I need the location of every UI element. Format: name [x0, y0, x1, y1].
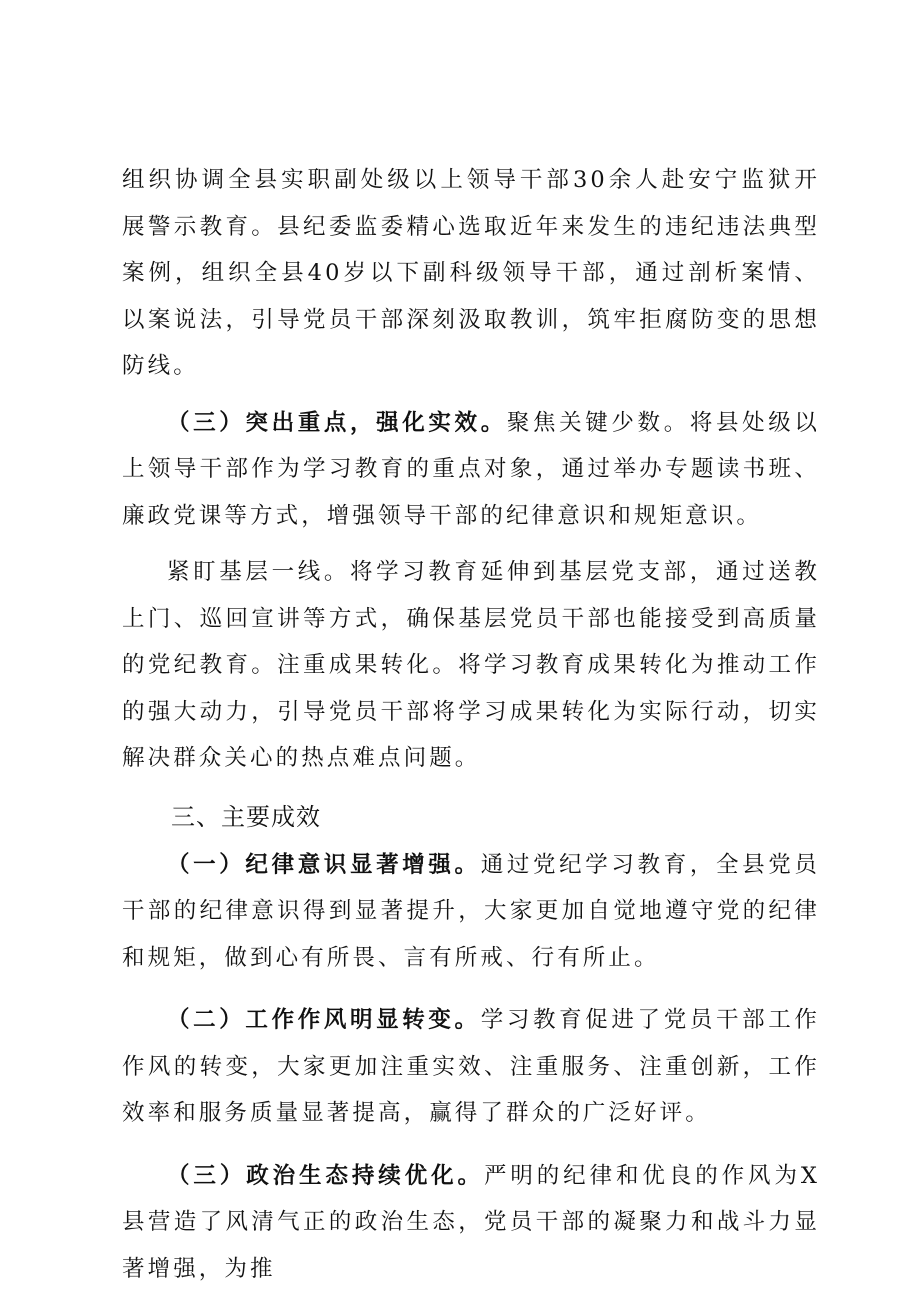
paragraph-political-ecology [122, 1153, 820, 1293]
paragraph-text: 学习教育促进了党员干部工作作风的转变，大家更加注重实效、注重服务、注重创新，工作效率和服务质量显著提高，赢得了群众的广泛好评。 [122, 1007, 820, 1126]
paragraph-grassroots [122, 549, 820, 782]
paragraph-text: 组织协调全县实职副处级以上领导干部30余人赴安宁监狱开展警示教育。县纪委监委精心选取近年来发生的违纪违法典型案例，组织全县40岁以下副科级领导干部，通过剖析案情、以案说法，引导党员干部深刻汲取教训，筑牢拒腐防变的思想防线。 [122, 167, 820, 379]
paragraph-text: 严明的纪律和优良的作风为X县营造了风清气正的政治生态，党员干部的凝聚力和战斗力显著增强，为推 [122, 1162, 820, 1282]
paragraph-work-style [122, 997, 820, 1137]
paragraph-lead: （三）政治生态持续优化。 [167, 1162, 484, 1189]
paragraph-discipline-awareness [122, 842, 820, 982]
paragraph-text: 紧盯基层一线。将学习教育延伸到基层党支部，通过送教上门、巡回宣讲等方式，确保基层党员干部也能接受到高质量的党纪教育。注重成果转化。将学习教育成果转化为推动工作的强大动力，引导党员干部将学习成果转化为实际行动，切实解决群众关心的热点难点问题。 [122, 559, 820, 771]
paragraph-lead: （三）突出重点，强化实效。 [167, 409, 507, 436]
paragraph-text: 聚焦关键少数。将县处级以上领导干部作为学习教育的重点对象，通过举办专题读书班、廉政党课等方式，增强领导干部的纪律意识和规矩意识。 [122, 409, 820, 529]
paragraph-text: 通过党纪学习教育，全县党员干部的纪律意识得到显著提升，大家更加自觉地遵守党的纪律和规矩，做到心有所畏、言有所戒、行有所止。 [122, 851, 820, 971]
paragraph-focus-key-points [122, 400, 820, 540]
paragraph-lead: （一）纪律意识显著增强。 [167, 851, 481, 878]
paragraph-warning-education [122, 157, 820, 390]
paragraph-lead: （二）工作作风明显转变。 [167, 1007, 481, 1033]
section-heading: 三、主要成效 [171, 802, 321, 831]
